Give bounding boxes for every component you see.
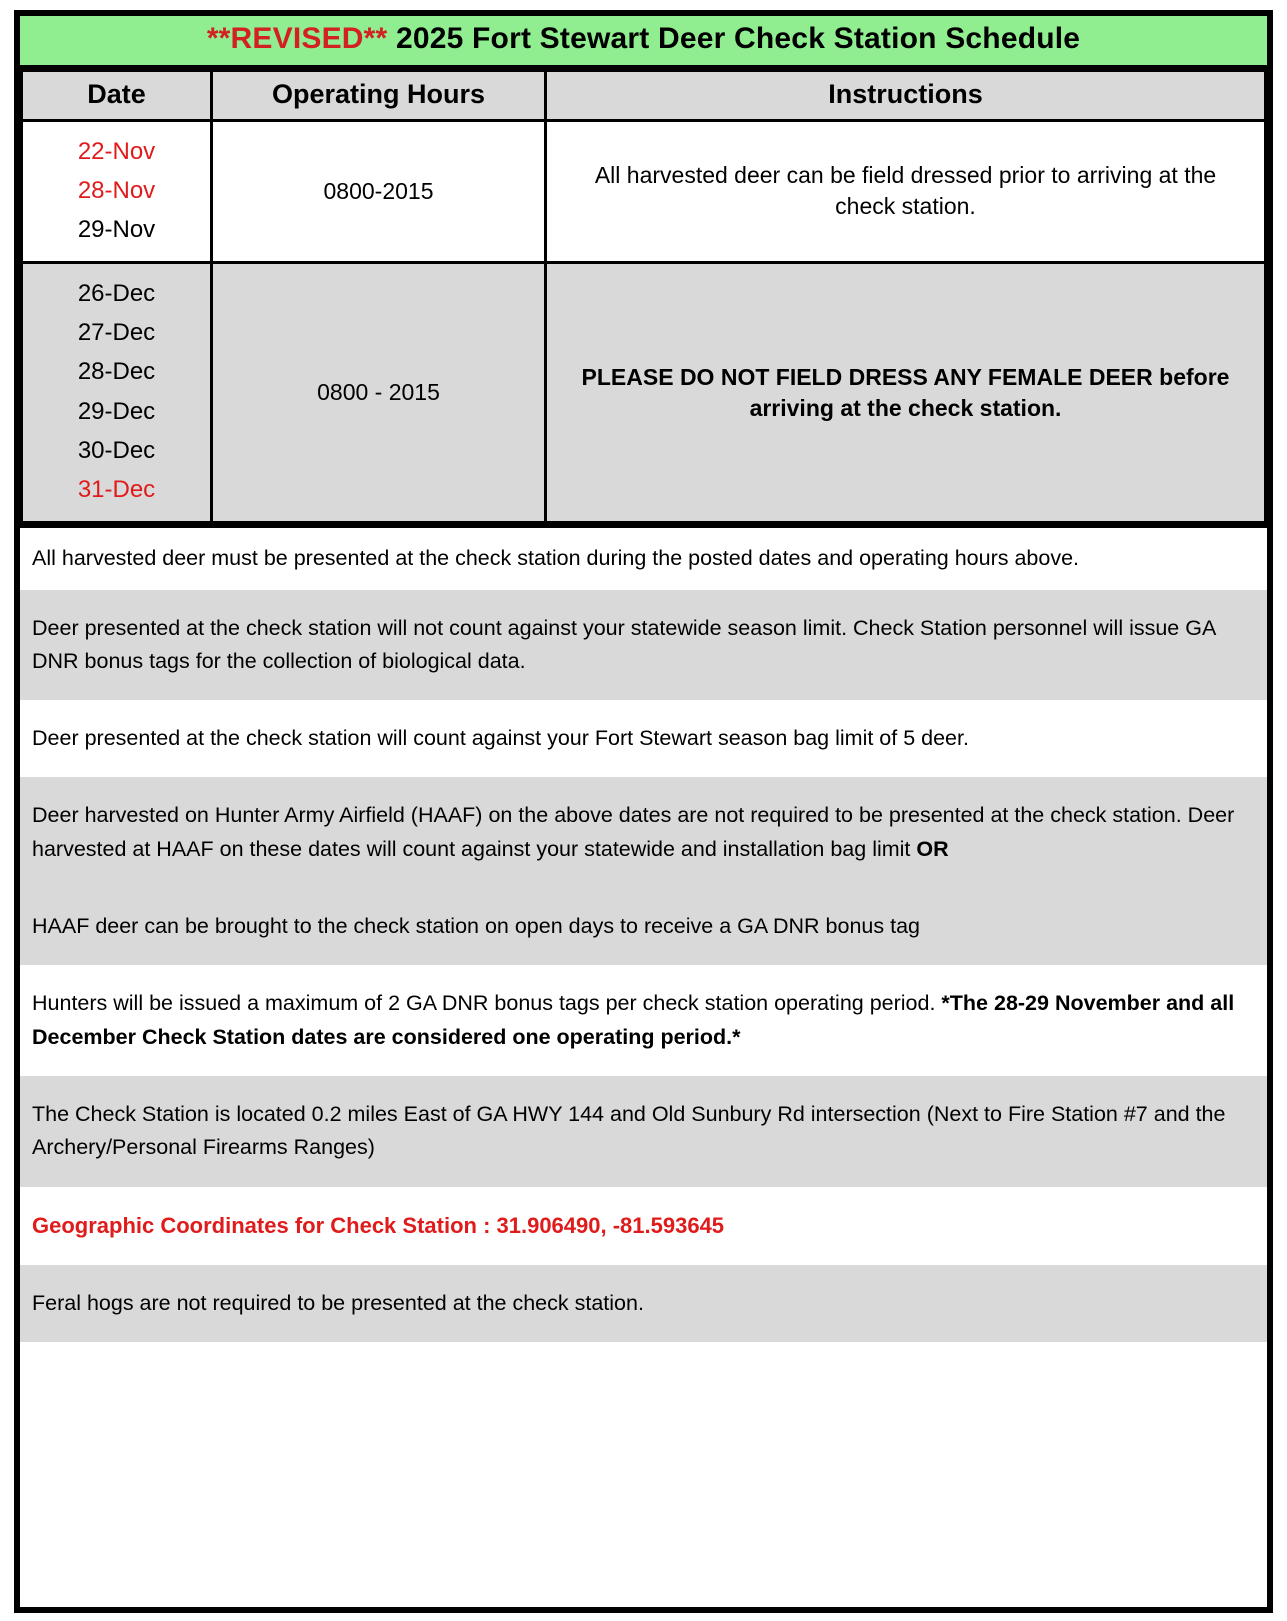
date-entry: 29-Nov — [77, 215, 156, 243]
table-row — [22, 263, 1266, 523]
column-header-instructions: Instructions — [546, 70, 1266, 120]
document-frame — [14, 10, 1273, 1613]
date-entry: 30-Dec — [77, 436, 156, 464]
date-entry: 29-Dec — [77, 397, 156, 425]
table-header-row — [22, 70, 1266, 120]
date-cell-november — [22, 120, 212, 263]
title-revised-tag: **REVISED** — [206, 22, 388, 55]
schedule-table — [20, 69, 1267, 525]
note-bonus-tag-max — [20, 965, 1267, 1076]
page-title — [20, 16, 1267, 69]
date-entry: 22-Nov — [77, 137, 156, 165]
notes-section — [20, 524, 1267, 1607]
column-header-date: Date — [22, 70, 212, 120]
hours-cell-november: 0800-2015 — [212, 120, 546, 263]
table-row — [22, 120, 1266, 263]
note-check-station-location: The Check Station is located 0.2 miles East of GA HWY 144 and Old Sunbury Rd intersection (Next to Fire Station #7 and the Archery/Personal Firearms Ranges) — [20, 1076, 1267, 1187]
instructions-cell-december: PLEASE DO NOT FIELD DRESS ANY FEMALE DEER before arriving at the check station. — [546, 263, 1266, 523]
title-main-text: 2025 Fort Stewart Deer Check Station Schedule — [387, 22, 1081, 55]
date-entry: 31-Dec — [77, 476, 156, 503]
date-entry: 28-Dec — [77, 358, 156, 386]
note-haaf-bonus-tag: HAAF deer can be brought to the check station on open days to receive a GA DNR bonus tag — [20, 888, 1267, 965]
date-cell-december — [22, 263, 212, 523]
date-entry: 26-Dec — [77, 280, 156, 308]
note-statewide-limit: Deer presented at the check station will not count against your statewide season limit. Check Station personnel will issue GA DNR bonus tags for the collection of biological data. — [20, 590, 1267, 701]
note-bag-limit: Deer presented at the check station will count against your Fort Stewart season bag limit of 5 deer. — [20, 700, 1267, 777]
note-bonus-tag-text: Hunters will be issued a maximum of 2 GA DNR bonus tags per check station operating period. — [32, 991, 942, 1016]
note-haaf-requirement — [20, 777, 1267, 888]
note-harvest-presentation: All harvested deer must be presented at the check station during the posted dates and operating hours above. — [20, 528, 1267, 589]
note-operating-period-emphasis: *The 28-29 November and all December Check Station dates are considered one operating period.* — [32, 991, 1235, 1049]
note-haaf-or: OR — [916, 836, 949, 861]
note-haaf-text: Deer harvested on Hunter Army Airfield (HAAF) on the above dates are not required to be presented at the check station. Deer harvested at HAAF on these dates will count against your statewide and installation bag limit — [32, 803, 1235, 861]
date-entry: 28-Nov — [77, 176, 156, 204]
note-geographic-coordinates: Geographic Coordinates for Check Station : 31.906490, -81.593645 — [20, 1187, 1267, 1265]
hours-cell-december: 0800 - 2015 — [212, 263, 546, 523]
instructions-cell-november: All harvested deer can be field dressed prior to arriving at the check station. — [546, 120, 1266, 263]
column-header-hours: Operating Hours — [212, 70, 546, 120]
date-entry: 27-Dec — [77, 319, 156, 347]
note-feral-hogs: Feral hogs are not required to be presented at the check station. — [20, 1265, 1267, 1342]
